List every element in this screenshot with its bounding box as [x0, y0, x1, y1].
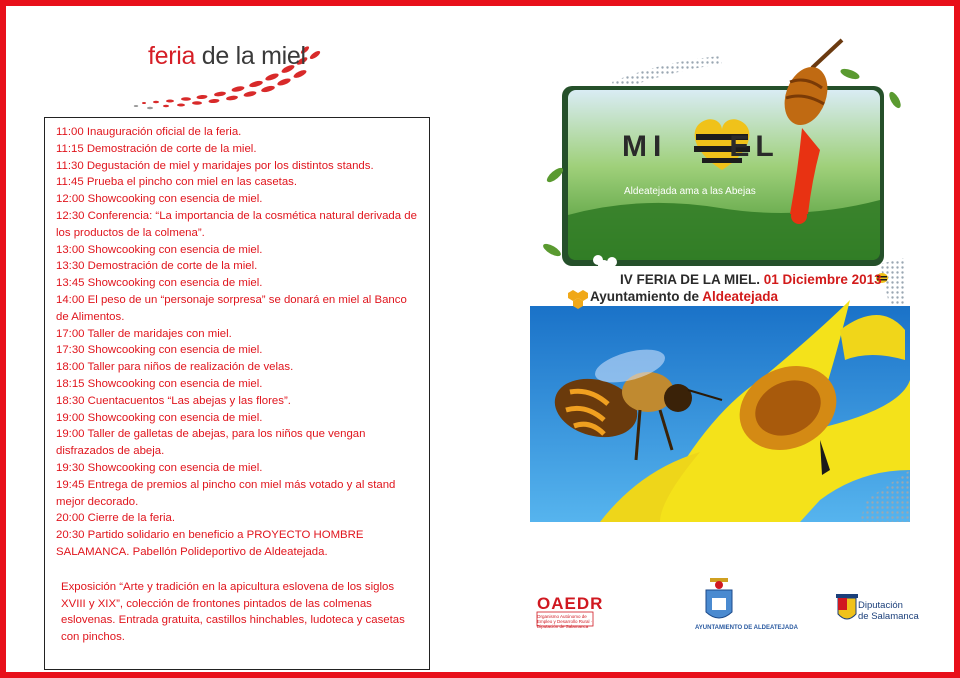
edition-line: [620, 272, 882, 287]
schedule-item: 17:00 Taller de maridajes con miel.: [56, 327, 232, 340]
aldeatejada-logo-text: AYUNTAMIENTO DE ALDEATEJADA: [695, 625, 798, 631]
schedule-item: 14:00 El peso de un “personaje sorpresa” se donará en miel al Banco de Alimentos.: [56, 293, 407, 323]
logo-rest-text: de la miel: [195, 42, 306, 70]
cover-title-right: EL: [729, 130, 780, 163]
schedule-item: 12:30 Conferencia: “La importancia de la cosmética natural derivada de los productos de la colmena”.: [56, 209, 417, 239]
cover-miel-title: [622, 130, 780, 164]
schedule-item: 19:45 Entrega de premios al pincho con miel más votado y al stand mejor decorado.: [56, 478, 396, 508]
logo-accent-word: feria: [148, 42, 196, 70]
schedule-item: 19:30 Showcooking con esencia de miel.: [56, 461, 263, 474]
cover-title-left: MI: [622, 130, 668, 163]
schedule-item: 18:30 Cuentacuentos “Las abejas y las flores”.: [56, 394, 291, 407]
diputacion-line2: de Salamanca: [858, 611, 919, 622]
schedule-item: 12:00 Showcooking con esencia de miel.: [56, 193, 263, 206]
schedule-item: 13:00 Showcooking con esencia de miel.: [56, 243, 263, 256]
schedule-item: 18:15 Showcooking con esencia de miel.: [56, 377, 263, 390]
schedule-item: 18:00 Taller para niños de realización de velas.: [56, 361, 294, 374]
ayto-name: Aldeatejada: [702, 289, 779, 304]
edition-text: IV FERIA DE LA MIEL.: [620, 272, 761, 287]
oaedr-subtitle: Organismo Autónomo de Empleo y Desarrollo Rural · Diputación de Salamanca: [537, 614, 593, 629]
schedule-item: 11:30 Degustación de miel y maridajes por los distintos stands.: [56, 159, 374, 172]
schedule-item: 20:30 Partido solidario en beneficio a PROYECTO HOMBRE SALAMANCA. Pabellón Polideportivo de Aldeatejada.: [56, 529, 364, 558]
schedule-item: 13:45 Showcooking con esencia de miel.: [56, 277, 263, 290]
exhibition-note: Exposición “Arte y tradición en la apicultura eslovena de los siglos XVIII y XIX”, colección de frontones pintados de las colmenas eslovenas. Entrada gratuita, castillos hinchables, ludoteca y casetas con pinchos.: [61, 580, 405, 644]
schedule-item: 11:00 Inauguración oficial de la feria.: [56, 126, 242, 138]
schedule-item: 11:45 Prueba el pincho con miel en las casetas.: [56, 176, 298, 189]
schedule-item: 19:00 Showcooking con esencia de miel.: [56, 411, 263, 424]
diputacion-logo-text: [858, 600, 919, 622]
schedule-item: 17:30 Showcooking con esencia de miel.: [56, 344, 263, 357]
schedule-item: 13:30 Demostración de corte de la miel.: [56, 260, 258, 273]
oaedr-logo-text: OAEDR: [537, 594, 604, 613]
schedule-item: 11:15 Demostración de corte de la miel.: [56, 142, 257, 155]
diputacion-line1: Diputación: [858, 600, 903, 611]
cover-tagline: Aldeatejada ama a las Abejas: [624, 186, 756, 197]
schedule-item: 20:00 Cierre de la feria.: [56, 512, 176, 525]
aldeatejada-shield-icon: [706, 578, 732, 618]
ayto-prefix: Ayuntamiento de: [590, 289, 703, 304]
diputacion-shield-icon: [836, 594, 858, 619]
event-date: 01 Diciembre 2013: [763, 272, 882, 287]
schedule-item: 19:00 Taller de galletas de abejas, para los niños que vengan disfrazados de abeja.: [56, 428, 366, 458]
ayuntamiento-line: [590, 289, 778, 304]
